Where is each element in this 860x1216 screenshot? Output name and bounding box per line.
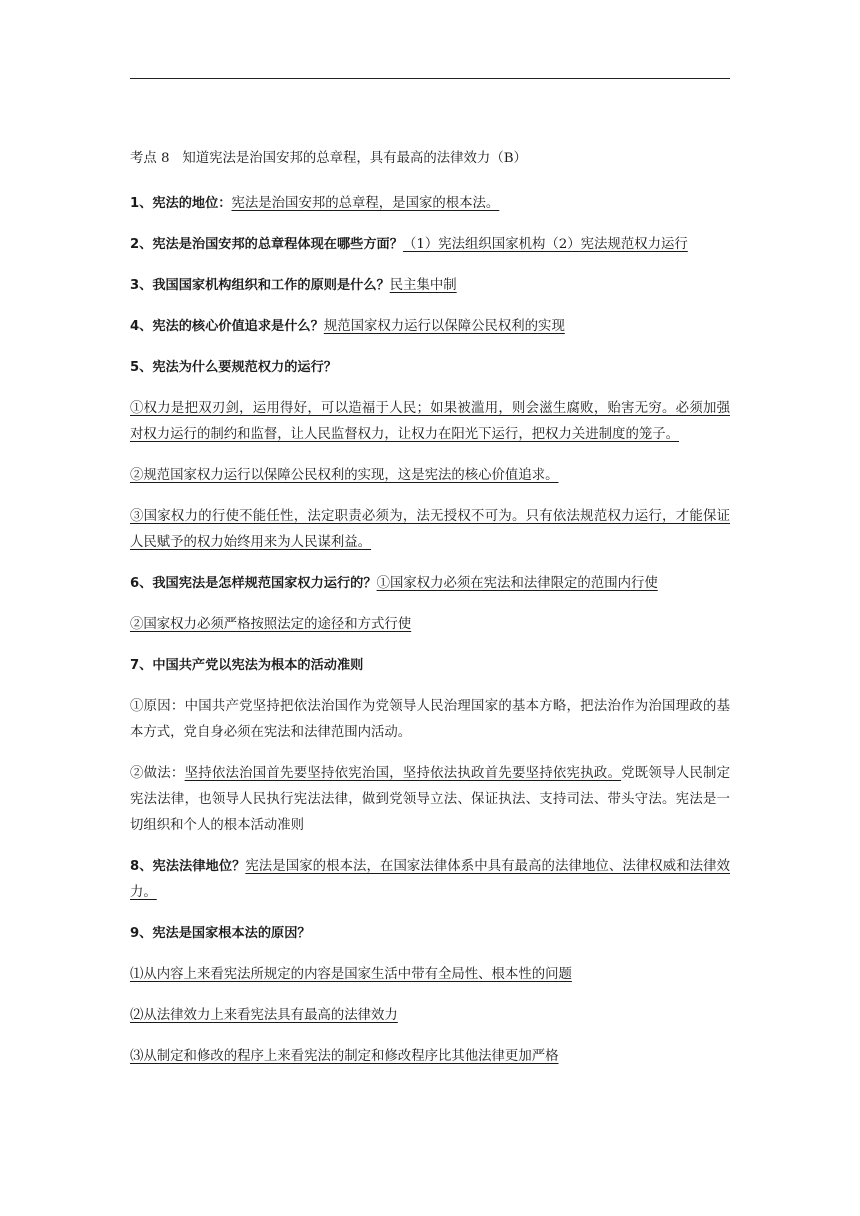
section-heading (130, 146, 730, 172)
item-6-answer-2 (130, 612, 730, 638)
section-label: 考点 8 (130, 151, 170, 166)
body-text: ①原因：中国共产党坚持把依法治国作为党领导人民治理国家的基本方略，把法治作为治国理政的基本方式，党自身必须在宪法和法律范围内活动。 (130, 699, 730, 740)
question-text: 3、我国国家机构组织和工作的原则是什么？ (130, 278, 390, 293)
question-text: 2、宪法是治国安邦的总章程体现在哪些方面？ (130, 237, 403, 252)
item-2 (130, 232, 730, 258)
item-6 (130, 571, 730, 597)
item-5 (130, 355, 730, 381)
answer-text: ①国家权力必须在宪法和法律限定的范围内行使 (376, 576, 658, 591)
answer-text: ③国家权力的行使不能任性，法定职责必须为，法无授权不可为。只有依法规范权力运行，才能保证人民赋予的权力始终用来为人民谋利益。 (130, 509, 730, 550)
question-text: 7、中国共产党以宪法为根本的活动准则 (130, 658, 364, 673)
answer-text: 民主集中制 (389, 278, 457, 293)
answer-text: 规范国家权力运行以保障公民权利的实现 (323, 319, 565, 334)
answer-text: 坚持依法治国首先要坚持依宪治国，坚持依法执政首先要坚持依宪执政。 (184, 766, 622, 781)
item-5-answer-2 (130, 463, 730, 489)
question-text: 9、宪法是国家根本法的原因？ (130, 926, 311, 941)
item-7-reason (130, 694, 730, 746)
item-7-practice (130, 761, 730, 839)
section-title: 知道宪法是治国安邦的总章程，具有最高的法律效力（B） (182, 151, 527, 166)
question-text: 6、我国宪法是怎样规范国家权力运行的？ (130, 576, 377, 591)
item-9 (130, 921, 730, 947)
item-5-answer-1 (130, 396, 730, 448)
question-text: 1、宪法的地位： (130, 196, 232, 211)
item-8 (130, 854, 730, 906)
item-7 (130, 653, 730, 679)
item-4 (130, 314, 730, 340)
answer-text: ①权力是把双刃剑，运用得好，可以造福于人民；如果被滥用，则会滋生腐败，贻害无穷。必须加强对权力运行的制约和监督，让人民监督权力，让权力在阳光下运行，把权力关进制度的笼子。 (130, 401, 730, 442)
question-text: 5、宪法为什么要规范权力的运行？ (130, 360, 337, 375)
answer-text: （1）宪法组织国家机构（2）宪法规范权力运行 (402, 237, 688, 252)
answer-text: ⑶从制定和修改的程序上来看宪法的制定和修改程序比其他法律更加严格 (130, 1049, 559, 1064)
answer-text: 宪法是国家的根本法，在国家法律体系中具有最高的法律地位、法律权威和法律效力。 (130, 859, 730, 900)
item-3 (130, 273, 730, 299)
body-text: ②做法： (130, 766, 185, 781)
document-body (130, 146, 730, 1085)
body-text-continued: 党既领导人民制定宪法法律，也领导人民执行宪法法律，做到党领导立法、保证执法、支持司法、带头守法。宪法是一切组织和个人的根本活动准则 (130, 766, 731, 833)
item-1 (130, 191, 730, 217)
question-text: 8、宪法法律地位？ (130, 859, 246, 874)
answer-text: ②规范国家权力运行以保障公民权利的实现，这是宪法的核心价值追求。 (130, 468, 559, 483)
item-9-answer-2 (130, 1003, 730, 1029)
answer-text: ②国家权力必须严格按照法定的途径和方式行使 (130, 617, 412, 632)
item-9-answer-1 (130, 962, 730, 988)
header-rule (130, 78, 730, 79)
question-text: 4、宪法的核心价值追求是什么？ (130, 319, 324, 334)
item-5-answer-3 (130, 504, 730, 556)
answer-text: 宪法是治国安邦的总章程，是国家的根本法。 (231, 196, 500, 211)
answer-text: ⑴从内容上来看宪法所规定的内容是国家生活中带有全局性、根本性的问题 (130, 967, 572, 982)
answer-text: ⑵从法律效力上来看宪法具有最高的法律效力 (130, 1008, 398, 1023)
item-9-answer-3 (130, 1044, 730, 1070)
